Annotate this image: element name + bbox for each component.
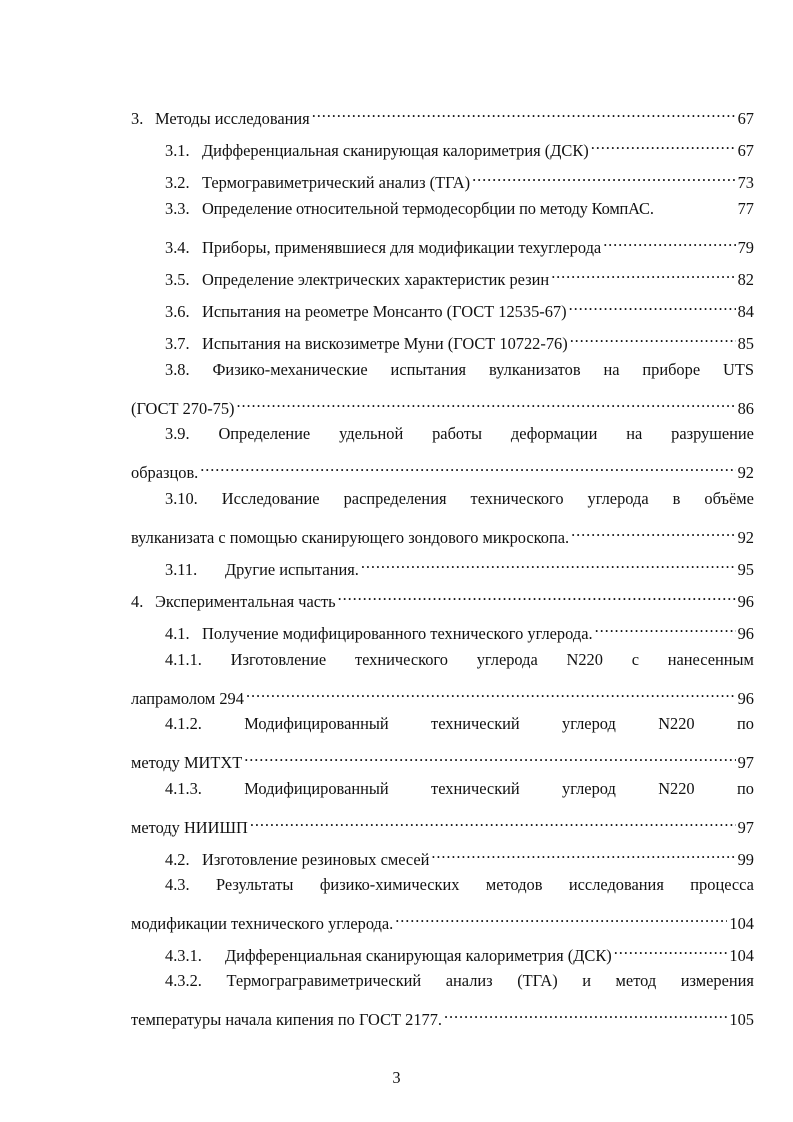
- toc-title: (ГОСТ 270-75): [131, 399, 235, 418]
- toc-entry-3-4: [165, 229, 754, 257]
- toc-page: 84: [737, 302, 754, 321]
- toc-number: 4.3.1.: [165, 946, 202, 965]
- toc-page: 96: [737, 592, 754, 611]
- toc-page: 77: [737, 199, 754, 218]
- toc-word: технического: [470, 489, 564, 508]
- dot-leader: [338, 583, 736, 607]
- toc-number: 4.1.3.: [165, 779, 202, 798]
- toc-word: измерения: [680, 971, 754, 990]
- toc-word: приборе: [642, 360, 701, 379]
- toc-word: Модифицированный: [244, 714, 389, 733]
- toc-entry-3-10-line2: [131, 519, 754, 547]
- toc-entry-4-1-2-line2: [131, 744, 754, 772]
- toc-word: по: [736, 714, 754, 733]
- toc-entry-3-10-line1: [165, 487, 754, 511]
- toc-page: 86: [737, 399, 754, 418]
- dot-leader: [569, 293, 736, 317]
- toc-word: Результаты: [216, 875, 294, 894]
- toc-word: методов: [485, 875, 543, 894]
- toc-entry-4: [131, 583, 754, 611]
- toc-entry-4-1-1-line1: [165, 648, 754, 672]
- toc-page: 104: [729, 914, 754, 933]
- toc-title: Получение модифицированного технического углерода.: [202, 624, 593, 643]
- toc-word: вулканизатов: [488, 360, 581, 379]
- toc-word: на: [603, 360, 620, 379]
- toc-title: Изготовление резиновых смесей: [202, 850, 430, 869]
- toc-number: 4.1.2.: [165, 714, 202, 733]
- toc-title: температуры начала кипения по ГОСТ 2177.: [131, 1010, 443, 1029]
- toc-entry-4-1-3-line2: [131, 809, 754, 837]
- toc-number: 3.: [131, 109, 144, 128]
- toc-word: углерод: [562, 779, 616, 798]
- toc-word: по: [736, 779, 754, 798]
- toc-word: Термограгравиметрический: [226, 971, 422, 990]
- toc-word: деформации: [510, 424, 598, 443]
- toc-number: 3.5.: [165, 270, 190, 289]
- toc-word: N220: [566, 650, 603, 669]
- toc-word: Модифицированный: [244, 779, 389, 798]
- dot-leader: [444, 1001, 727, 1025]
- dot-leader: [395, 905, 727, 929]
- dot-leader: [244, 744, 735, 768]
- toc-title: образцов.: [131, 463, 199, 482]
- toc-entry-3-8-line2: [131, 390, 754, 418]
- toc-entry-3-11: [165, 551, 754, 579]
- toc-page: 85: [737, 334, 754, 353]
- toc-title: модификации технического углерода.: [131, 914, 394, 933]
- toc-entry-3-9-line2: [131, 454, 754, 482]
- toc-entry-3-2: [165, 164, 754, 192]
- toc-word: распределения: [343, 489, 447, 508]
- toc-number: 4.1.1.: [165, 650, 202, 669]
- toc-word: объёме: [704, 489, 754, 508]
- toc-word: N220: [658, 714, 695, 733]
- toc-number: 3.11.: [165, 560, 198, 579]
- toc-title: Термогравиметрический анализ (ТГА): [202, 173, 471, 192]
- toc-title: Методы исследования: [155, 109, 310, 128]
- toc-page: 92: [737, 528, 754, 547]
- toc-entry-4-3-2-line1: [165, 969, 754, 993]
- toc-entry-4-2: [165, 841, 754, 869]
- toc-page: 67: [737, 109, 754, 128]
- toc-word: физико-химических: [319, 875, 460, 894]
- toc-entry-4-3-1: [165, 937, 754, 965]
- dot-leader: [603, 229, 735, 253]
- toc-word: работы: [432, 424, 483, 443]
- toc-number: 3.10.: [165, 489, 198, 508]
- toc-word: анализ: [445, 971, 493, 990]
- toc-word: углерода: [476, 650, 538, 669]
- dot-leader: [551, 261, 735, 285]
- dot-leader: [246, 680, 736, 704]
- toc-title: Приборы, применявшиеся для модификации техуглерода: [202, 238, 602, 257]
- dot-leader: [200, 454, 735, 478]
- toc-title: Дифференциальная сканирующая калориметрия (ДСК): [202, 141, 589, 160]
- toc-number: 3.6.: [165, 302, 190, 321]
- toc-word: Исследование: [221, 489, 320, 508]
- toc-page: 96: [737, 689, 754, 708]
- toc-title: вулканизата с помощью сканирующего зондового микроскопа.: [131, 528, 570, 547]
- toc-entry-4-3-line2: [131, 905, 754, 933]
- toc-word: технического: [354, 650, 448, 669]
- toc-entry-3-9-line1: [165, 422, 754, 446]
- toc-page: 79: [737, 238, 754, 257]
- toc-word: метод: [615, 971, 657, 990]
- toc-page: 82: [737, 270, 754, 289]
- toc-word: разрушение: [671, 424, 754, 443]
- toc-page: 105: [729, 1010, 754, 1029]
- toc-word: с: [631, 650, 639, 669]
- toc-title: лапрамолом 294: [131, 689, 244, 708]
- toc-title: Определение относительной термодесорбции по методу КомпАС.: [202, 199, 654, 218]
- toc-page: 67: [737, 141, 754, 160]
- toc-title: методу МИТХТ: [131, 753, 243, 772]
- toc-number: 3.1.: [165, 141, 190, 160]
- toc-word: исследования: [568, 875, 664, 894]
- toc-word: N220: [658, 779, 695, 798]
- dot-leader: [361, 551, 736, 575]
- toc-entry-4-3-line1: [165, 873, 754, 897]
- toc-word: на: [626, 424, 643, 443]
- toc-word: нанесенным: [667, 650, 754, 669]
- toc-entry-3-7: [165, 325, 754, 353]
- dot-leader: [312, 100, 736, 124]
- dot-leader: [237, 390, 736, 414]
- toc-number: 4.1.: [165, 624, 190, 643]
- page-number: 3: [392, 1068, 401, 1087]
- toc-number: 3.9.: [165, 424, 190, 443]
- toc-entry-4-1-3-line1: [165, 777, 754, 801]
- toc-entry-3-6: [165, 293, 754, 321]
- toc-page: 92: [737, 463, 754, 482]
- toc-title: Дифференциальная сканирующая калориметрия (ДСК): [225, 946, 612, 965]
- toc-word: (ТГА): [517, 971, 558, 990]
- toc-title: Испытания на реометре Монсанто (ГОСТ 12535-67): [202, 302, 567, 321]
- toc-word: технический: [431, 779, 520, 798]
- toc-number: 3.2.: [165, 173, 190, 192]
- toc-word: удельной: [339, 424, 404, 443]
- toc-word: технический: [431, 714, 520, 733]
- toc-number: 3.3.: [165, 199, 190, 218]
- dot-leader: [595, 615, 736, 639]
- dot-leader: [570, 325, 736, 349]
- toc-entry-4-1: [165, 615, 754, 643]
- toc-word: и: [582, 971, 591, 990]
- toc-title: Испытания на вискозиметре Муни (ГОСТ 10722-76): [202, 334, 568, 353]
- toc-entry-4-3-2-line2: [131, 1001, 754, 1029]
- toc-number: 4.2.: [165, 850, 190, 869]
- toc-page: 96: [737, 624, 754, 643]
- dot-leader: [571, 519, 735, 543]
- toc-title: методу НИИШП: [131, 818, 248, 837]
- toc-word: Изготовление: [230, 650, 327, 669]
- toc-word: UTS: [722, 360, 754, 379]
- toc-entry-4-1-2-line1: [165, 712, 754, 736]
- toc-title: Экспериментальная часть: [155, 592, 336, 611]
- toc-word: углерода: [587, 489, 649, 508]
- toc-title: Другие испытания.: [225, 560, 359, 579]
- toc-page: 97: [737, 818, 754, 837]
- dot-leader: [431, 841, 735, 865]
- toc-page: 104: [729, 946, 754, 965]
- toc-entry-3-1: [165, 132, 754, 160]
- toc-entry-4-1-1-line2: [131, 680, 754, 708]
- toc-number: 4.: [131, 592, 144, 611]
- toc-word: испытания: [390, 360, 467, 379]
- toc-entry-3-8-line1: [165, 358, 754, 382]
- toc-entry-3: [131, 100, 754, 128]
- toc-word: Физико-механические: [212, 360, 368, 379]
- dot-leader: [472, 164, 736, 188]
- toc-word: в: [672, 489, 681, 508]
- toc-number: 4.3.: [165, 875, 190, 894]
- dot-leader: [614, 937, 728, 961]
- dot-leader: [591, 132, 736, 156]
- toc-page: 95: [737, 560, 754, 579]
- toc-word: углерод: [562, 714, 616, 733]
- toc-page: 73: [737, 173, 754, 192]
- toc-title: Определение электрических характеристик резин: [202, 270, 550, 289]
- toc-number: 3.8.: [165, 360, 190, 379]
- dot-leader: [250, 809, 736, 833]
- toc-page: 99: [737, 850, 754, 869]
- toc-word: процесса: [690, 875, 754, 894]
- toc-entry-3-3: [165, 197, 754, 221]
- toc-page: 97: [737, 753, 754, 772]
- toc-number: 3.7.: [165, 334, 190, 353]
- toc-entry-3-5: [165, 261, 754, 289]
- toc-number: 3.4.: [165, 238, 190, 257]
- toc-number: 4.3.2.: [165, 971, 202, 990]
- toc-word: Определение: [218, 424, 311, 443]
